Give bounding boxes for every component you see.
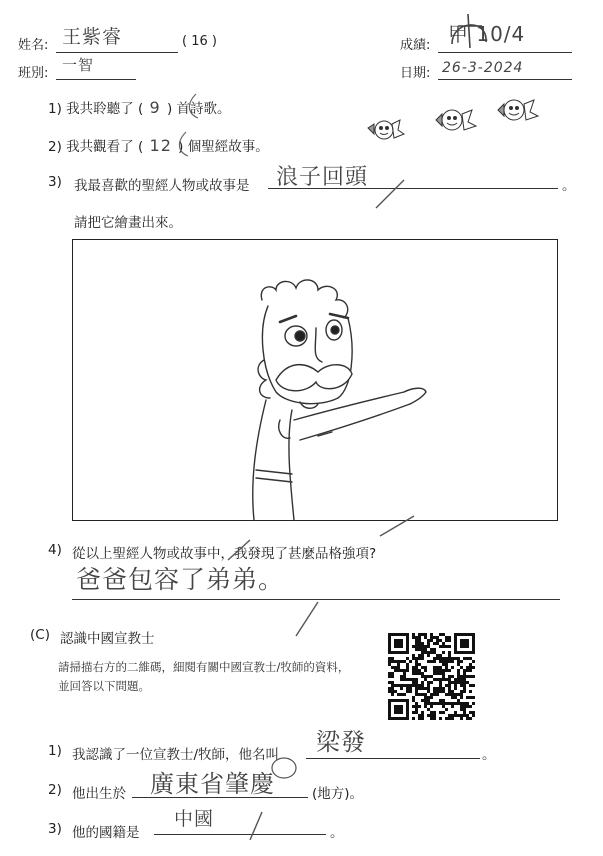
q3-pre: 我最喜歡的聖經人物或故事是 (74, 178, 250, 194)
grade-value: 甲 10/4 (448, 22, 526, 46)
c-q1-pre: 我認識了一位宣教士/牧師，他名叫 (72, 747, 280, 763)
q4-text: 從以上聖經人物或故事中，我發現了甚麼品格強項? (72, 546, 377, 562)
c-q3-pre: 他的國籍是 (72, 825, 140, 841)
c-q2-post: (地方)。 (312, 786, 364, 802)
q3-num: 3) (48, 174, 62, 190)
q3-answer: 浪子回頭 (276, 165, 369, 190)
class-number: ( 16 ) (182, 34, 217, 49)
date-value: 26-3-2024 (442, 60, 524, 76)
c-q1-num: 1) (48, 743, 62, 759)
q2-num: 2) (48, 139, 62, 155)
c-q3-underline (154, 834, 326, 835)
class-underline (56, 79, 136, 80)
tick-mark-icon (296, 602, 318, 636)
drawing-box (72, 239, 558, 521)
section-c-title: 認識中國宣教士 (60, 631, 155, 647)
section-c-label: (C) (30, 627, 50, 643)
sticker-icon (436, 110, 476, 130)
q2-pre: 我共觀看了 ( (66, 139, 144, 155)
section-c-instruction-1: 請掃描右方的二維碼，細閱有關中國宣教士/牧師的資料， (58, 660, 350, 674)
q1 (48, 97, 231, 117)
c-q1-post: 。 (482, 747, 496, 763)
qr-code[interactable] (388, 633, 475, 720)
c-q3-num: 3) (48, 821, 62, 837)
q3-post: 。 (562, 178, 576, 194)
sticker-icon (368, 120, 404, 139)
q3-underline (268, 188, 558, 189)
class-value: 一智 (62, 56, 95, 74)
qr-code-image (388, 633, 475, 720)
name-underline (56, 52, 178, 53)
grade-label: 成績: (400, 38, 431, 53)
c-q2-answer: 廣東省肇慶 (150, 770, 275, 798)
q2-answer: 12 (149, 136, 172, 155)
date-label: 日期: (400, 66, 431, 81)
c-q1-underline (306, 758, 480, 759)
q1-pre: 我共聆聽了 ( (66, 101, 144, 117)
name-label: 姓名: (18, 38, 49, 53)
date-underline (438, 79, 572, 80)
sticker-icon (498, 100, 538, 120)
c-q3-post: 。 (330, 825, 344, 841)
q1-num: 1) (48, 101, 62, 117)
draw-prompt: 請把它繪畫出來。 (74, 215, 182, 231)
c-q2-num: 2) (48, 782, 62, 798)
c-q1-answer: 梁發 (316, 728, 366, 756)
c-q2-pre: 他出生於 (72, 786, 126, 802)
tick-mark-icon (250, 812, 262, 840)
section-c-instruction-2: 並回答以下問題。 (58, 679, 150, 693)
c-q3-answer: 中國 (174, 808, 215, 830)
name-value: 王紫睿 (62, 26, 123, 48)
q1-answer: 9 (149, 98, 161, 117)
q2 (48, 135, 269, 155)
q2-post: ) 個聖經故事。 (178, 139, 269, 155)
tick-mark-icon (376, 180, 404, 208)
q4-answer: 爸爸包容了弟弟。 (76, 565, 285, 594)
class-label: 班別: (18, 66, 49, 81)
c-q2-underline (132, 797, 308, 798)
q4-underline (72, 599, 560, 600)
q1-post: ) 首詩歌。 (167, 101, 231, 117)
q4-num: 4) (48, 542, 62, 558)
grade-underline (438, 52, 572, 53)
